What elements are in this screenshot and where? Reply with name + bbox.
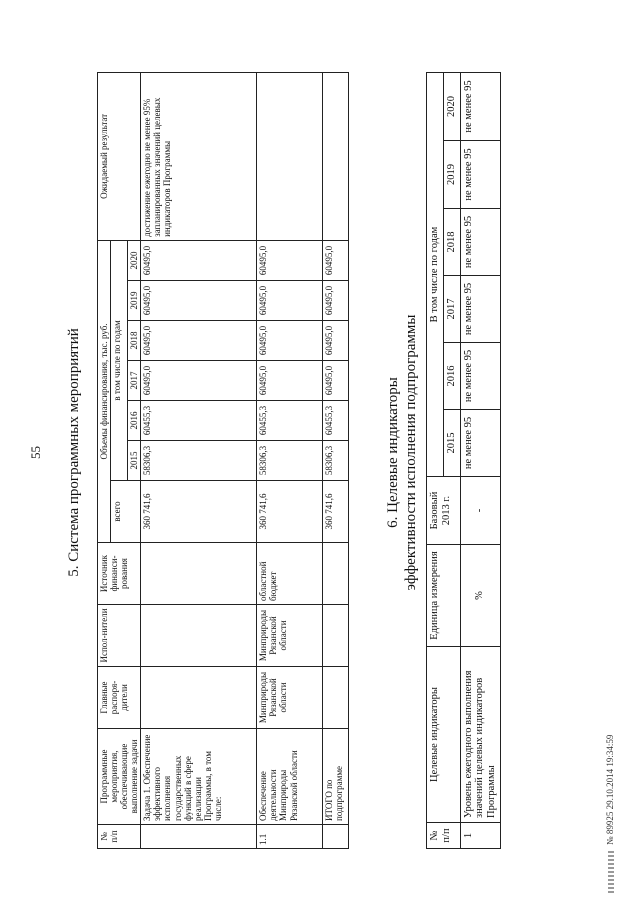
- header-by-years: В том числе по годам: [427, 73, 444, 477]
- row-year-value: 60455,3: [257, 401, 323, 441]
- program-measures-table: [97, 72, 349, 849]
- row-measure: Обеспечение деятельности Минприроды Рязанской области: [257, 729, 323, 825]
- row-value: не менее 95: [460, 209, 500, 276]
- row-year-value: 60495,0: [257, 321, 323, 361]
- row-unit: %: [460, 545, 500, 647]
- row-result: [323, 72, 349, 240]
- row-year-value: 60495,0: [323, 361, 349, 401]
- table-row-total: [323, 72, 349, 848]
- row-executor: [141, 605, 257, 667]
- header-year: 2020: [443, 73, 460, 141]
- row-total: 360 741,6: [141, 481, 257, 543]
- row-year-value: 60495,0: [257, 361, 323, 401]
- header-year: 2019: [443, 141, 460, 209]
- table-row: [141, 72, 257, 848]
- row-value: не менее 95: [460, 276, 500, 343]
- table-row: [460, 73, 500, 849]
- row-measure: Задача 1. Обеспечение эффективного исполнения государственных функций в сфере реализации Программы, в том числе:: [141, 729, 257, 825]
- header-year: 2016: [443, 343, 460, 410]
- row-num: [141, 825, 257, 849]
- row-measure: ИТОГО по подпрограмме: [323, 729, 349, 825]
- row-source: [323, 543, 349, 605]
- header-year: 2019: [128, 281, 141, 321]
- row-indicator: Уровень ежегодного выполнения значений целевых индикаторов Программы: [460, 647, 500, 823]
- section6-title: 6. Целевые индикаторы: [385, 377, 401, 528]
- row-year-value: 60495,0: [323, 240, 349, 280]
- row-year-value: 58306,3: [323, 441, 349, 481]
- header-year: 2017: [443, 276, 460, 343]
- header-year: 2018: [128, 321, 141, 361]
- header-year: 2020: [128, 240, 141, 280]
- document-stamp: [605, 735, 615, 893]
- row-total: 360 741,6: [323, 481, 349, 543]
- row-num: 1: [460, 823, 500, 849]
- section6-subtitle: эффективности исполнения подпрограммы: [403, 314, 419, 591]
- header-num: № п/п: [427, 823, 461, 849]
- header-volumes: Объемы финансирования, тыс. руб.: [98, 240, 111, 542]
- row-year-value: 60495,0: [323, 281, 349, 321]
- row-value: не менее 95: [460, 410, 500, 477]
- row-base: -: [460, 477, 500, 545]
- header-base: Базовый 2013 г.: [427, 477, 461, 545]
- row-year-value: 60455,3: [141, 401, 257, 441]
- row-num: 1.1: [257, 825, 323, 849]
- row-manager: [141, 667, 257, 729]
- header-total: всего: [111, 481, 141, 543]
- row-manager: Минприроды Рязанской области: [257, 667, 323, 729]
- header-by-years: в том числе по годам: [111, 240, 128, 480]
- row-total: 360 741,6: [257, 481, 323, 543]
- header-source: Источник финанси-рования: [98, 543, 141, 605]
- row-value: не менее 95: [460, 141, 500, 209]
- header-year: 2016: [128, 401, 141, 441]
- header-year: 2018: [443, 209, 460, 276]
- row-year-value: 60495,0: [257, 240, 323, 280]
- header-indicator: Целевые индикаторы: [427, 647, 461, 823]
- section5-title: 5. Система программных мероприятий: [66, 328, 82, 577]
- row-result: [257, 72, 323, 240]
- row-year-value: 60495,0: [323, 321, 349, 361]
- target-indicators-table: [426, 72, 501, 849]
- table-header-row: [427, 73, 444, 849]
- header-unit: Единица измерения: [427, 545, 461, 647]
- row-result: достижение ежегодно не менее 95% запланированных значений целевых индикаторов Программы: [141, 72, 257, 240]
- row-year-value: 60495,0: [257, 281, 323, 321]
- document-stamp-text: № 89925 29.10.2014 19:34:59: [605, 734, 615, 845]
- table-row: [257, 72, 323, 848]
- row-year-value: 60455,3: [323, 401, 349, 441]
- header-num: № п/п: [98, 825, 141, 849]
- row-num: [323, 825, 349, 849]
- header-year: 2015: [128, 441, 141, 481]
- stamp-mark-icon: [608, 851, 614, 893]
- header-measures: Программные мероприятия, обеспечивающие выполнение задачи: [98, 729, 141, 825]
- row-source: областной бюджет: [257, 543, 323, 605]
- header-year: 2017: [128, 361, 141, 401]
- row-value: не менее 95: [460, 73, 500, 141]
- row-year-value: 60495,0: [141, 240, 257, 280]
- header-managers: Главные распоря-дители: [98, 667, 141, 729]
- row-year-value: 58306,3: [257, 441, 323, 481]
- header-executors: Испол-нители: [98, 605, 141, 667]
- row-year-value: 58306,3: [141, 441, 257, 481]
- row-source: [141, 543, 257, 605]
- row-year-value: 60495,0: [141, 281, 257, 321]
- row-year-value: 60495,0: [141, 321, 257, 361]
- row-value: не менее 95: [460, 343, 500, 410]
- header-result: Ожидаемый результат: [98, 72, 141, 240]
- header-year: 2015: [443, 410, 460, 477]
- row-executor: Минприроды Рязанской области: [257, 605, 323, 667]
- page-number: 55: [28, 446, 43, 459]
- table-header-row: [98, 72, 111, 848]
- row-manager: [323, 667, 349, 729]
- row-executor: [323, 605, 349, 667]
- row-year-value: 60495,0: [141, 361, 257, 401]
